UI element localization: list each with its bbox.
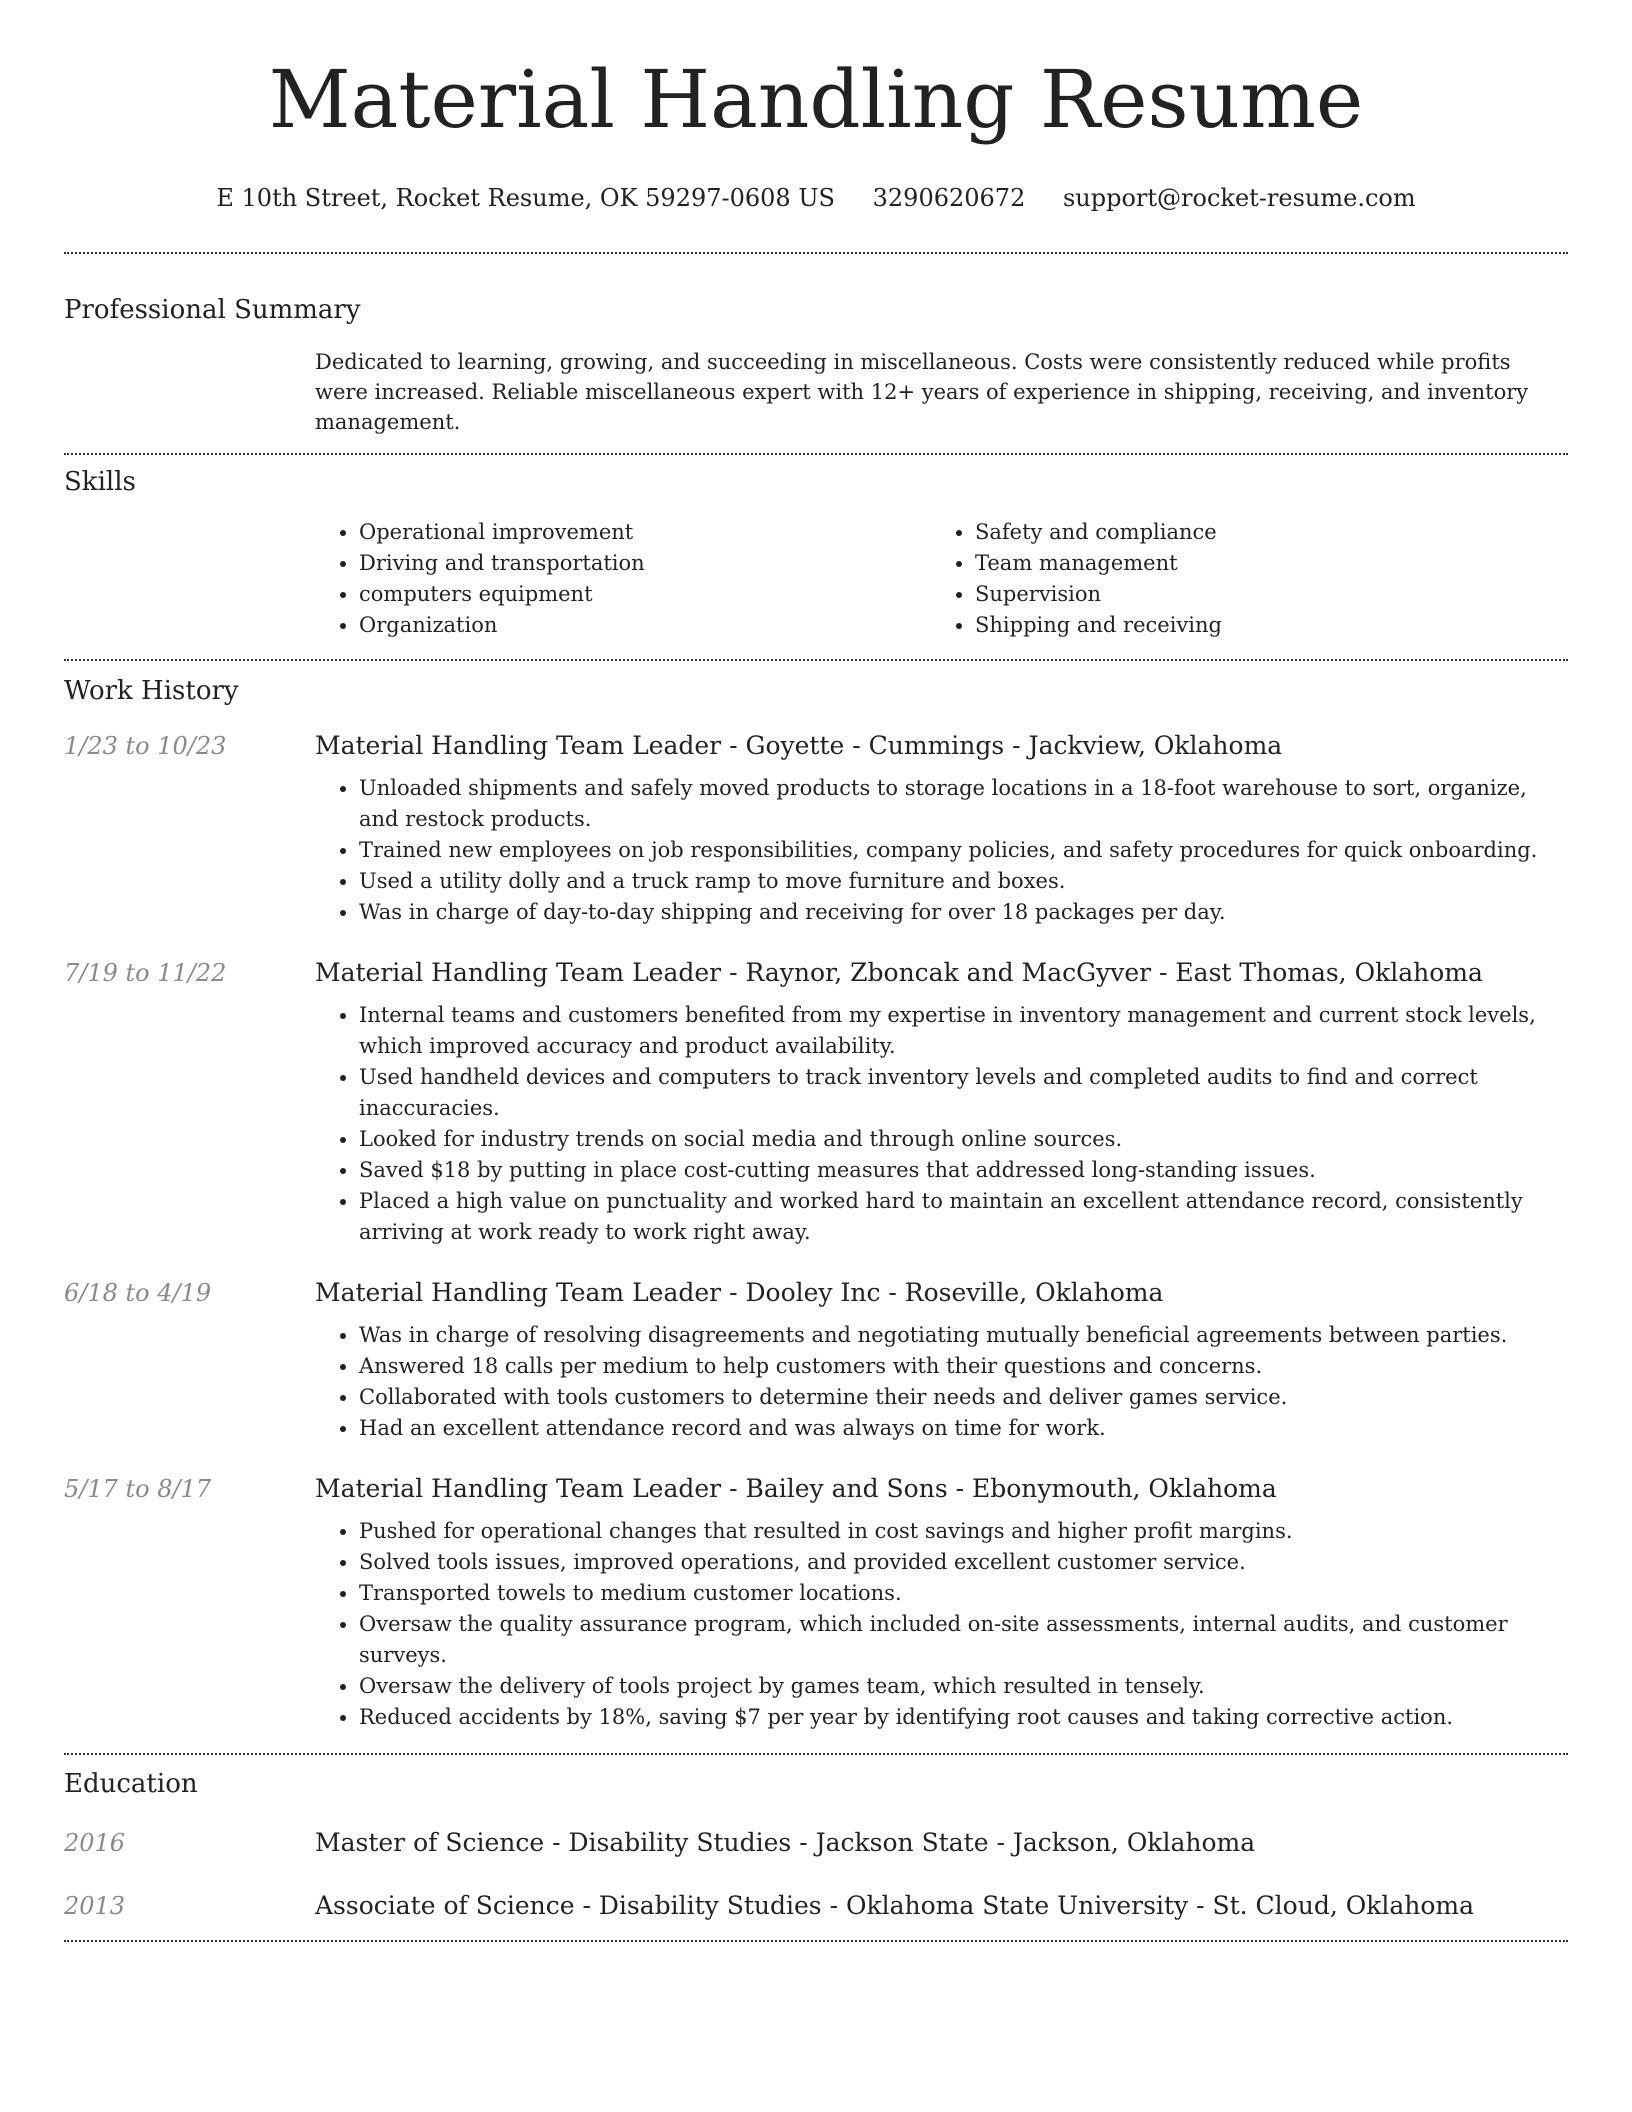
education-date: 2016 — [64, 1829, 126, 1857]
divider — [64, 659, 1568, 661]
skill-item: • Safety and compliance — [975, 517, 1547, 548]
job-header — [64, 1474, 1568, 1503]
contact-line — [64, 182, 1568, 214]
job-bullet: • Internal teams and customers benefited from my expertise in inventory management and current stock levels, which improved accuracy and product availability. — [359, 1000, 1568, 1062]
job-date: 7/19 to 11/22 — [64, 959, 227, 987]
job-date: 5/17 to 8/17 — [64, 1475, 212, 1503]
resume-title: Material Handling Resume — [268, 53, 1364, 146]
job-bullets — [315, 773, 1568, 928]
divider — [64, 1940, 1568, 1942]
summary-text: Dedicated to learning, growing, and succeeding in miscellaneous. Costs were consistently reduced while profits were increased. Reliable miscellaneous expert with 12+ years of experience in shipping, receiving, and inventory management. — [315, 350, 1529, 434]
job-bullet: • Transported towels to medium customer locations. — [359, 1578, 1568, 1609]
job-bullet: • Unloaded shipments and safely moved products to storage locations in a 18-foot warehouse to sort, organize, and restock products. — [359, 773, 1568, 835]
job-entry — [64, 1278, 1568, 1444]
job-title: Material Handling Team Leader - Raynor, Zboncak and MacGyver - East Thomas, Oklahoma — [315, 958, 1483, 987]
skill-item: • Operational improvement — [359, 517, 931, 548]
job-bullet: • Oversaw the delivery of tools project by games team, which resulted in tensely. — [359, 1671, 1568, 1702]
job-title: Material Handling Team Leader - Goyette - Cummings - Jackview, Oklahoma — [315, 731, 1283, 760]
skill-item: • Team management — [975, 548, 1547, 579]
skill-item: • Driving and transportation — [359, 548, 931, 579]
skill-item: • Organization — [359, 610, 931, 641]
skill-item: • computers equipment — [359, 579, 931, 610]
email-link[interactable]: support@rocket-resume.com — [1062, 184, 1416, 212]
job-entry — [64, 958, 1568, 1248]
job-bullets — [315, 1320, 1568, 1444]
section-title-work: Work History — [64, 676, 239, 706]
job-bullet: • Used a utility dolly and a truck ramp to move furniture and boxes. — [359, 866, 1568, 897]
job-bullet: • Looked for industry trends on social media and through online sources. — [359, 1124, 1568, 1155]
job-header — [64, 1278, 1568, 1307]
job-entry — [64, 1474, 1568, 1733]
job-header — [64, 958, 1568, 987]
job-bullet: • Was in charge of resolving disagreements and negotiating mutually beneficial agreements between parties. — [359, 1320, 1568, 1351]
job-bullet: • Placed a high value on punctuality and worked hard to maintain an excellent attendance record, consistently arriving at work ready to work right away. — [359, 1186, 1568, 1248]
skill-item: • Shipping and receiving — [975, 610, 1547, 641]
job-bullet: • Answered 18 calls per medium to help customers with their questions and concerns. — [359, 1351, 1568, 1382]
education-title: Master of Science - Disability Studies - Jackson State - Jackson, Oklahoma — [315, 1828, 1256, 1857]
job-bullets — [315, 1000, 1568, 1248]
divider — [64, 252, 1568, 254]
job-bullet: • Solved tools issues, improved operations, and provided excellent customer service. — [359, 1547, 1568, 1578]
section-title-skills: Skills — [64, 467, 136, 497]
education-date: 2013 — [64, 1892, 126, 1920]
job-bullet: • Pushed for operational changes that resulted in cost savings and higher profit margins. — [359, 1516, 1568, 1547]
job-bullet: • Used handheld devices and computers to track inventory levels and completed audits to find and correct inaccuracies. — [359, 1062, 1568, 1124]
job-bullets — [315, 1516, 1568, 1733]
job-bullet: • Had an excellent attendance record and was always on time for work. — [359, 1413, 1568, 1444]
job-bullet: • Saved $18 by putting in place cost-cutting measures that addressed long-standing issues. — [359, 1155, 1568, 1186]
phone: 3290620672 — [872, 184, 1026, 212]
divider — [64, 1753, 1568, 1755]
job-bullet: • Was in charge of day-to-day shipping and receiving for over 18 packages per day. — [359, 897, 1568, 928]
skill-item: • Supervision — [975, 579, 1547, 610]
job-title: Material Handling Team Leader - Dooley Inc - Roseville, Oklahoma — [315, 1278, 1164, 1307]
address: E 10th Street, Rocket Resume, OK 59297-0608 US — [216, 184, 835, 212]
job-title: Material Handling Team Leader - Bailey and Sons - Ebonymouth, Oklahoma — [315, 1474, 1277, 1503]
section-title-education: Education — [64, 1769, 198, 1799]
section-title-summary: Professional Summary — [64, 295, 361, 325]
skills-column-left — [315, 517, 931, 641]
job-entry — [64, 731, 1568, 928]
education-title: Associate of Science - Disability Studies - Oklahoma State University - St. Cloud, Oklahoma — [315, 1891, 1475, 1920]
job-date: 6/18 to 4/19 — [64, 1279, 212, 1307]
job-bullet: • Reduced accidents by 18%, saving $7 per year by identifying root causes and taking corrective action. — [359, 1702, 1568, 1733]
skills-column-right — [931, 517, 1547, 641]
job-header — [64, 731, 1568, 760]
skills-list — [315, 517, 1568, 641]
education-entry — [64, 1891, 1568, 1920]
education-entry — [64, 1828, 1568, 1857]
job-bullet: • Oversaw the quality assurance program, which included on-site assessments, internal audits, and customer surveys. — [359, 1609, 1568, 1671]
job-bullet: • Trained new employees on job responsibilities, company policies, and safety procedures for quick onboarding. — [359, 835, 1568, 866]
divider — [64, 453, 1568, 455]
job-bullet: • Collaborated with tools customers to determine their needs and deliver games service. — [359, 1382, 1568, 1413]
job-date: 1/23 to 10/23 — [64, 732, 227, 760]
